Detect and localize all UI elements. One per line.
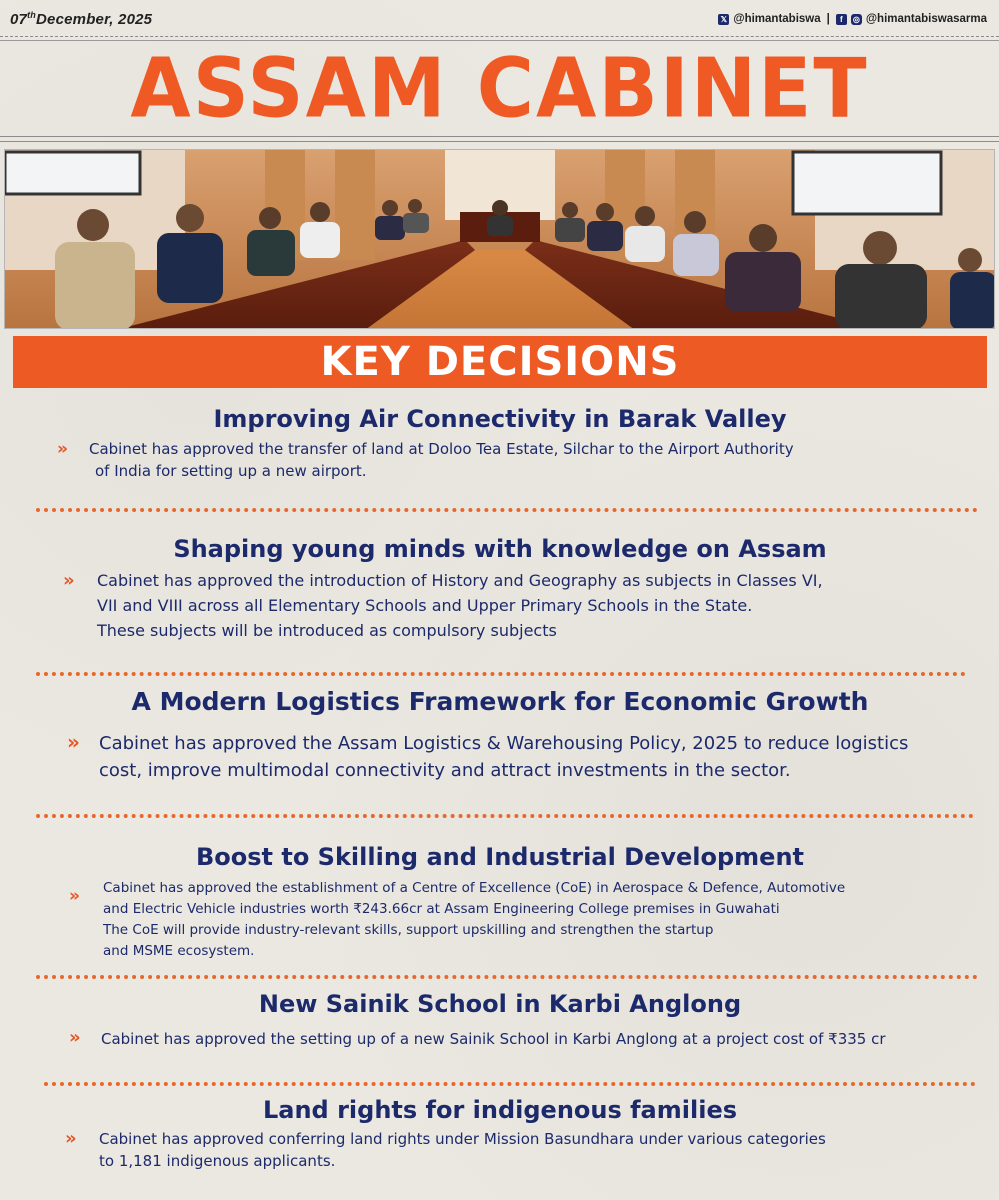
decision-section-1 <box>13 404 987 482</box>
x-handle: @himantabiswa <box>733 13 821 25</box>
dotted-divider <box>36 975 978 979</box>
section-line: cost, improve multimodal connectivity and attract investments in the sector. <box>99 760 791 781</box>
meeting-illustration <box>5 150 995 329</box>
cabinet-meeting-photo <box>4 149 995 329</box>
date-day: 07 <box>10 11 28 28</box>
section-line: to 1,181 indigenous applicants. <box>99 1152 336 1170</box>
section-line: of India for setting up a new airport. <box>95 462 367 480</box>
section-title: New Sainik School in Karbi Anglong <box>258 990 742 1018</box>
masthead-rule-1 <box>0 136 999 137</box>
section-title: Boost to Skilling and Industrial Development <box>195 843 805 871</box>
social-handles <box>718 13 987 25</box>
key-decisions-label: KEY DECISIONS <box>320 339 680 385</box>
section-line: and Electric Vehicle industries worth ₹243.66cr at Assam Engineering College premises in Guwahati <box>103 901 780 917</box>
section-line: Cabinet has approved the establishment of a Centre of Excellence (CoE) in Aerospace & Defence, Automotive <box>103 880 846 896</box>
section-line: Cabinet has approved the setting up of a new Sainik School in Karbi Anglong at a project cost of ₹335 cr <box>101 1030 886 1048</box>
section-line: These subjects will be introduced as compulsory subjects <box>97 621 557 640</box>
key-decisions-banner <box>13 336 987 388</box>
top-bar <box>0 0 999 44</box>
double-chevron-right-icon: » <box>69 1027 78 1048</box>
section-line: VII and VIII across all Elementary Schools and Upper Primary Schools in the State. <box>97 596 753 615</box>
dotted-divider <box>36 672 966 676</box>
decision-section-5 <box>13 988 987 1050</box>
date-rest: December, 2025 <box>36 11 153 28</box>
x-logo-icon: 𝕏 <box>718 14 729 25</box>
double-chevron-right-icon: » <box>65 1128 74 1149</box>
instagram-icon: ◎ <box>851 14 862 25</box>
masthead-rule-2 <box>0 141 999 142</box>
section-line: The CoE will provide industry-relevant skills, support upskilling and strengthen the startup <box>103 922 714 938</box>
dotted-divider <box>36 814 974 818</box>
section-line: Cabinet has approved the Assam Logistics & Warehousing Policy, 2025 to reduce logistics <box>99 733 909 754</box>
decision-section-4 <box>13 841 987 962</box>
double-chevron-right-icon: » <box>57 439 65 459</box>
section-title: Improving Air Connectivity in Barak Valley <box>213 405 787 433</box>
top-dashed-rule <box>0 36 999 37</box>
date-line <box>10 10 152 28</box>
dotted-divider <box>44 1082 976 1086</box>
handle-divider: | <box>826 13 830 25</box>
decision-section-6 <box>13 1094 987 1172</box>
decision-section-2 <box>13 533 987 643</box>
masthead-title: ASSAM CABINET <box>130 41 869 137</box>
section-line: Cabinet has approved the introduction of History and Geography as subjects in Classes VI, <box>97 571 823 590</box>
facebook-icon: f <box>836 14 847 25</box>
double-chevron-right-icon: » <box>63 570 72 591</box>
fb-ig-handle: @himantabiswasarma <box>865 13 987 25</box>
decision-section-3 <box>13 685 987 784</box>
masthead <box>0 41 999 137</box>
section-title: Shaping young minds with knowledge on Assam <box>173 535 827 563</box>
date-suffix: th <box>27 10 36 20</box>
dotted-divider <box>36 508 978 512</box>
double-chevron-right-icon: » <box>69 886 77 906</box>
section-line: Cabinet has approved the transfer of land at Doloo Tea Estate, Silchar to the Airport Authority <box>89 440 794 458</box>
double-chevron-right-icon: » <box>67 730 77 754</box>
section-title: Land rights for indigenous families <box>262 1096 738 1124</box>
section-line: Cabinet has approved conferring land rights under Mission Basundhara under various categories <box>99 1130 826 1148</box>
section-line: and MSME ecosystem. <box>103 943 255 959</box>
section-title: A Modern Logistics Framework for Economic Growth <box>131 687 869 716</box>
